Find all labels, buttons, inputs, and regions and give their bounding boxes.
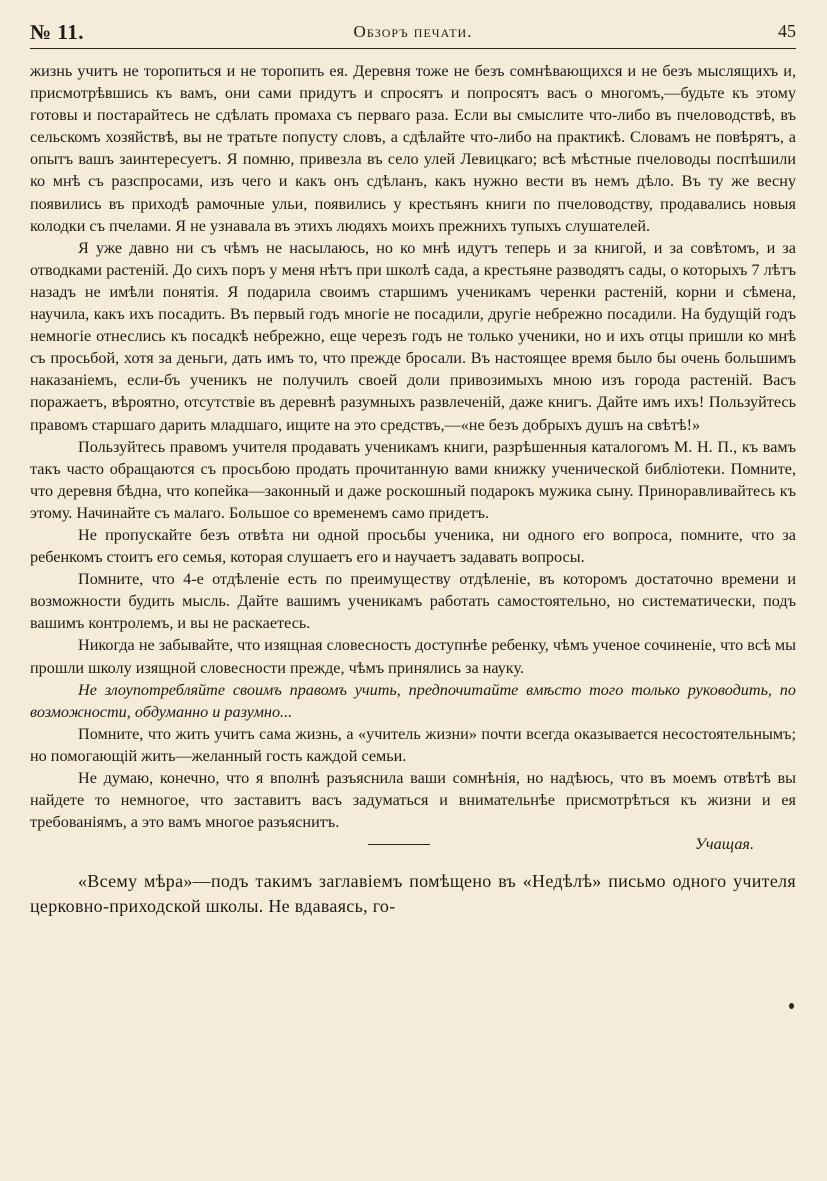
signature-line: [30, 833, 796, 855]
journal-page: [30, 18, 796, 1168]
page-header: [30, 18, 796, 49]
next-article-paragraph: «Всему мѣра»—подъ такимъ заглавіемъ помѣщено въ «Недѣлѣ» письмо одного учителя церковно-приходской школы. Не вдаваясь, го-: [30, 871, 796, 917]
paragraph: Не пропускайте безъ отвѣта ни одной просьбы ученика, ни одного его вопроса, помните, что за ребенкомъ стоитъ его семья, которая слушаетъ его и научаетъ задавать вопросы.: [30, 525, 796, 567]
paragraph: Пользуйтесь правомъ учителя продавать ученикамъ книги, разрѣшенныя каталогомъ М. Н. П., къ вамъ такъ часто обращаются съ просьбою продать прочитанную вами книжку ученической библіотеки. Помните, что деревня бѣдна, что копейка—законный и даже роскошный подарокъ мужика сыну. Приноравливайтесь къ этому. Начинайте съ малаго. Большое со временемъ само придетъ.: [30, 437, 796, 522]
signature: Учащая.: [695, 835, 754, 854]
page-number: 45: [778, 21, 796, 41]
separator-rule: [368, 844, 430, 845]
issue-number: № 11.: [30, 20, 84, 44]
paragraph: жизнь учитъ не торопиться и не торопить ея. Деревня тоже не безъ сомнѣвающихся и не безъ мыслящихъ и, присмотрѣвшись къ вамъ, они сами придутъ и спросятъ и попросятъ васъ о многомъ,—будьте къ этому готовы и постарайтесь не сдѣлать промаха съ перваго раза. Если вы смыслите что-либо въ пчеловодствѣ, въ сельскомъ хозяйствѣ, вы не тратьте попусту словъ, а сдѣлайте что-либо на практикѣ. Словамъ не повѣрятъ, а опытъ вашъ заинтересуетъ. Я помню, привезла въ село улей Левицкаго; всѣ мѣстные пчеловоды поспѣшили ко мнѣ съ разспросами, изъ чего и какъ онъ сдѣланъ, какъ нужно вести въ немъ дѣло. Въ ту же весну появились въ приходѣ рамочные ульи, появились у крестьянъ книги по пчеловодству, продавались новыя колодки съ пчелами. Я не узнавала въ этихъ людяхъ моихъ прежнихъ тупыхъ слушателей.: [30, 62, 796, 235]
italic-paragraph: Не злоупотребляйте своимъ правомъ учить, предпочитайте вмѣсто того только руководить, по возможности, обдуманно и разумно...: [30, 680, 796, 721]
running-title: Обзоръ печати.: [353, 22, 473, 41]
paragraph: Помните, что жить учитъ сама жизнь, а «учитель жизни» почти всегда оказывается несостоятельнымъ; но помогающій жить—желанный гость каждой семьи.: [30, 724, 796, 765]
article-body: [30, 60, 796, 855]
paragraph: Не думаю, конечно, что я вполнѣ разъяснила ваши сомнѣнія, но надѣюсь, что въ моемъ отвѣтѣ вы найдете то немногое, что заставитъ васъ задуматься и внимательнѣе присмотрѣться къ жизни и ея требованіямъ, а это вамъ многое разъяснитъ.: [30, 769, 796, 832]
paragraph: Помните, что 4-е отдѣленіе есть по преимуществу отдѣленіе, въ которомъ достаточно времени и возможности будить мысль. Дайте вашимъ ученикамъ работать самостоятельно, но систематически, подъ вашимъ контролемъ, и вы не раскаетесь.: [30, 570, 796, 633]
paragraph: Никогда не забывайте, что изящная словесность доступнѣе ребенку, чѣмъ ученое сочиненіе, что всѣ мы прошли школу изящной словесности прежде, чѣмъ принялись за науку.: [30, 636, 796, 677]
paragraph: Я уже давно ни съ чѣмъ не насылаюсь, но ко мнѣ идутъ теперь и за книгой, и за совѣтомъ, и за отводками растеній. До сихъ поръ у меня нѣтъ при школѣ сада, а крестьяне разводятъ сады, о которыхъ 7 лѣтъ назадъ не имѣли понятія. Я подарила своимъ старшимъ ученикамъ черенки растеній, корни и сѣмена, научила, какъ ихъ посадить. Въ первый годъ многіе не посадили, другіе небрежно посадили. На будущій годъ немногіе отнеслись къ посадкѣ небрежно, еще черезъ годъ не только ученики, но и ихъ отцы пришли ко мнѣ съ просьбой, хотя за деньги, дать имъ то, что прежде бросали. Въ настоящее время было бы очень большимъ наказаніемъ, если-бъ ученикъ не получилъ своей доли привозимыхъ мною изъ города растеній. Васъ поражаетъ, вѣроятно, отсутствіе въ деревнѣ разумныхъ развлеченій, даже книгъ. Дайте имъ ихъ! Пользуйтесь правомъ старшаго дарить младшаго, ищите на это средствъ,—«не безъ добрыхъ душъ на свѣтѣ!»: [30, 238, 796, 434]
margin-mark: [789, 1003, 794, 1009]
